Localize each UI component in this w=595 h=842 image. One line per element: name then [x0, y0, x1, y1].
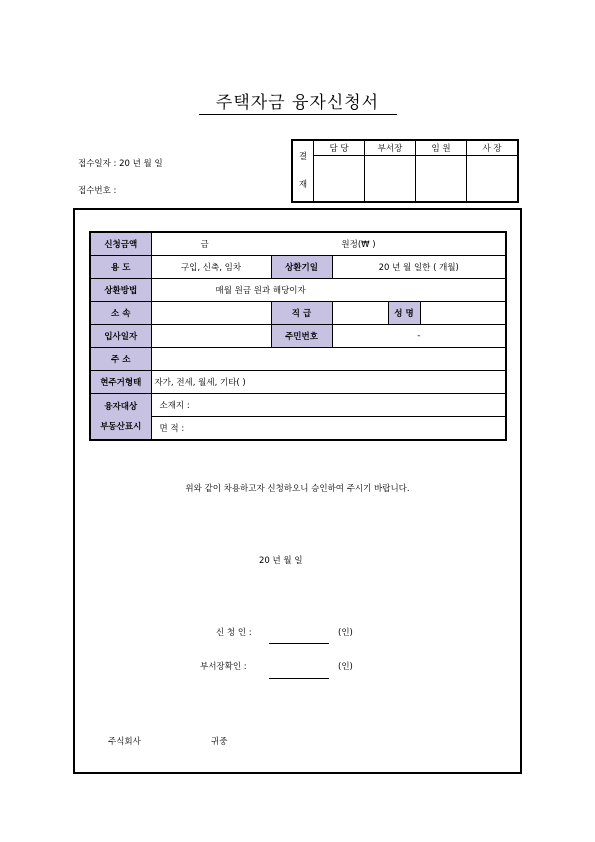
position-field[interactable] — [332, 302, 388, 325]
approval-header-staff: 담 당 — [314, 140, 365, 156]
affiliation-label: 소 속 — [90, 302, 151, 325]
applicant-seal: (인) — [338, 628, 353, 638]
purpose-field[interactable]: 구입, 신축, 임차 — [151, 256, 271, 279]
approval-sign-executive[interactable] — [416, 156, 467, 202]
location-field[interactable]: 소재지 : — [151, 394, 506, 417]
manager-seal: (인) — [338, 662, 353, 672]
request-statement: 위와 같이 차용하고자 신청하오니 승인하여 주시기 바랍니다. — [185, 484, 410, 494]
approval-side-label: 결 재 — [292, 140, 314, 202]
resident-no-field[interactable]: - — [332, 325, 506, 348]
manager-signature-line[interactable] — [269, 678, 329, 679]
title-underline — [199, 114, 397, 115]
applicant-signature-line[interactable] — [269, 643, 329, 644]
resident-no-label: 주민번호 — [271, 325, 332, 348]
reception-date: 접수일자 : 20 년 월 일 — [78, 159, 163, 169]
approval-header-president: 사 장 — [467, 140, 519, 156]
repay-period-field[interactable]: 20 년 월 일한 ( 개월) — [332, 256, 506, 279]
applicant-signature-row — [216, 626, 252, 638]
amount-field[interactable]: 금 원정(₩ ) — [151, 232, 506, 256]
repay-method-field[interactable]: 매월 원금 원과 해당이자 — [151, 279, 506, 302]
approval-header-executive: 임 원 — [416, 140, 467, 156]
document-title: 주택자금 융자신청서 — [215, 93, 380, 113]
property-label: 융자대상 부동산표시 — [90, 394, 151, 441]
join-date-label: 입사일자 — [90, 325, 151, 348]
applicant-label: 신 청 인 : — [216, 628, 252, 638]
repay-method-label: 상환방법 — [90, 279, 151, 302]
approval-header-manager: 부서장 — [365, 140, 416, 156]
name-field[interactable] — [420, 302, 506, 325]
approval-table — [291, 139, 519, 203]
approval-sign-staff[interactable] — [314, 156, 365, 202]
recipient-honorific: 귀중 — [211, 737, 228, 747]
approval-sign-president[interactable] — [467, 156, 519, 202]
affiliation-field[interactable] — [151, 302, 271, 325]
application-date: 20 년 월 일 — [259, 556, 303, 566]
manager-label: 부서장확인 : — [200, 662, 247, 672]
amount-label: 신청금액 — [90, 232, 151, 256]
application-form-table — [89, 231, 507, 441]
reception-number: 접수번호 : — [78, 186, 117, 196]
join-date-field[interactable] — [151, 325, 271, 348]
address-label: 주 소 — [90, 348, 151, 371]
area-field[interactable]: 면 적 : — [151, 417, 506, 441]
company-label: 주식회사 — [108, 737, 141, 747]
position-label: 직 급 — [271, 302, 332, 325]
approval-sign-manager[interactable] — [365, 156, 416, 202]
purpose-label: 용 도 — [90, 256, 151, 279]
housing-type-label: 현주거형태 — [90, 371, 151, 394]
address-field[interactable] — [151, 348, 506, 371]
name-label: 성 명 — [388, 302, 420, 325]
housing-type-field[interactable]: 자가, 전세, 월세, 기타( ) — [151, 371, 506, 394]
repay-period-label: 상환기일 — [271, 256, 332, 279]
